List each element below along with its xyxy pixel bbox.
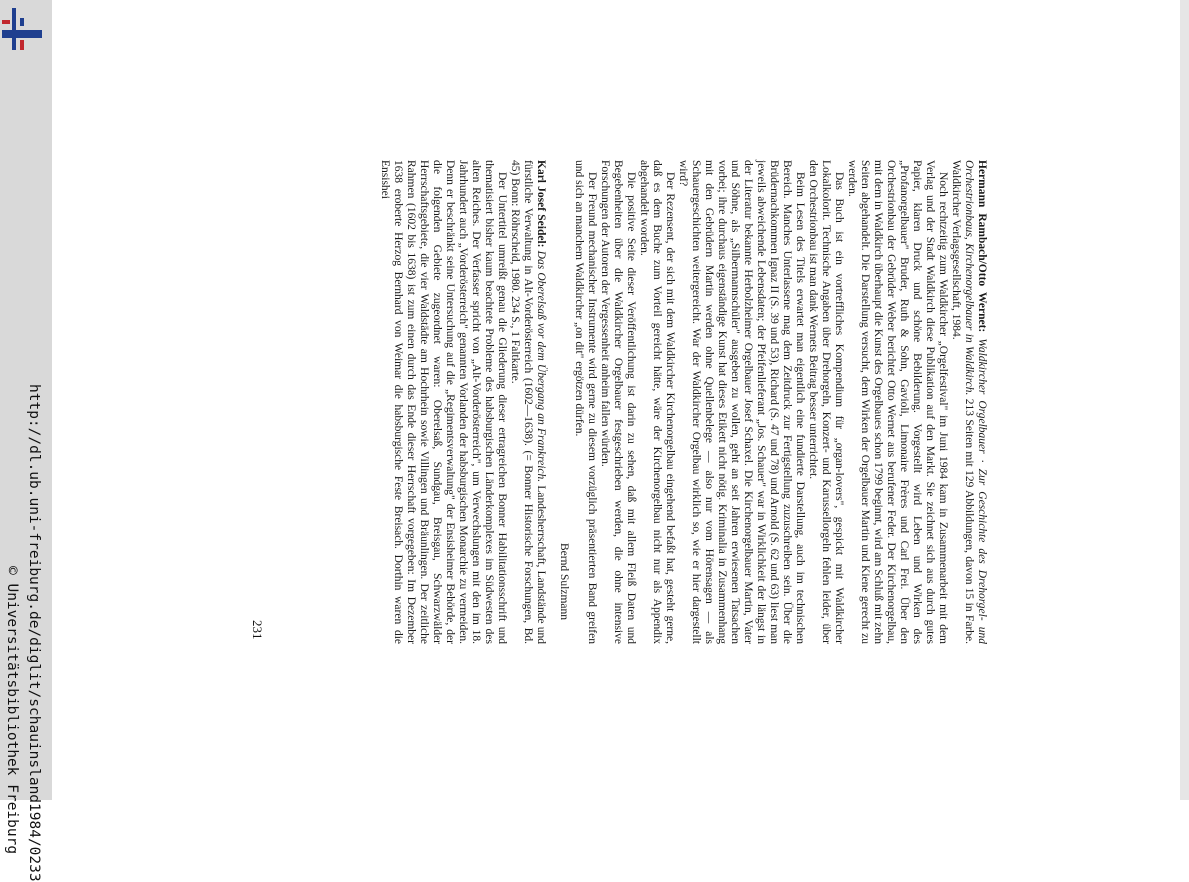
review-paragraph: Das Buch ist ein vortreffliches Kompendium für „organ-lovers", gespickt mit Waldkircher Lokalkolorit. Technische Angaben über Drehorgeln, Konzert- und Karussellorgeln fehlen leider, über den Orchestrionbau ist man dank Wernets Beitrag besser unterrichtet. — [807, 160, 845, 644]
review-signature: Bernd Sulzmann — [558, 543, 570, 620]
review-heading — [949, 160, 988, 644]
review-author: Karl Josef Seidel: — [535, 160, 547, 248]
review-title: Waldkircher Orgelbauer · Zur Geschichte des Drehorgel- und Orchestrionbaus, Kirchenorgelbauer in Waldkirch. — [963, 160, 988, 644]
copyright-notice: © Universitätsbibliothek Freiburg — [4, 566, 20, 855]
review-paragraph: Beim Lesen des Titels erwartet man eigentlich eine fundierte Darstellung, auch im technischen Bereich. Manches Unterlassene mag dem Zeitdruck zur Fertigstellung zuzuschreiben sein. Über die Brüdernachkommen Ignaz II (S. 39 und 53), Richard (S. 47 und 78) und Arnold (S. 62 und 63) liest man jeweils abweichende Lebensdaten; der Pfeifenlieferant „Jos. Schauer" war in Wirklichkeit der längst in der Literatur bekannte Herbolzheimer Orgelbauer Josef Schaxel. Die Kirchenorgelbauer Martin, Vater und Söhne, als „Silbermannschüler" ausgeben zu wollen, geht an seit Jahren erwiesenen Tatsachen vorbei; ihre durchaus eigenständige Kunst hat dieses Etikett nicht nötig. Kriminalia in Zusammenhang mit den Gebrüdern Martin werden ohne Quellenbelege — also nur vom Hörensagen — als Schauergeschichten weitergereicht. War der Waldkircher Orgelbau wirklich so, wie er hier dargestellt wird? — [677, 160, 806, 644]
review-biblio: Landesherrschaft, Landstände und fürstliche Verwaltung in Alt-Vorderösterreich (1602—1638). (= Bonner Historische Forschungen, Bd. 45) Bonn: Röhrscheid, 1980. 234 S., 1 Faltkarte. — [509, 160, 547, 645]
page-number: 231 — [250, 620, 265, 640]
page-edge — [1180, 0, 1189, 800]
review-author: Hermann Rambach/Otto Wernet: — [976, 160, 988, 333]
review-paragraph: Der Untertitel umreißt genau die Gliederung dieser ertragreichen Bonner Habilitationsschrift und thematisiert bisher kaum beachtete Probleme des habsburgischen Länderkomplexes im Südwesten des alten Reiches. Der Verfasser spricht von „Alt-Vorderösterreich", um Verwechslungen mit den im 18. Jahrhundert auch „Vorderösterreich" genannten Vorlanden der habsburgischen Monarchie zu vermeiden. Denn er beschränkt seine Untersuchung auf die „Regimentsverwaltung" der Ensisheimer Behörde, der die folgenden Gebiete zugeordnet waren: Oberelsaß, Sundgau, Breisgau, Schwarzwälder Herrschaftsgebiete, die vier Waldstädte am Hochrhein sowie Villingen und Bräunlingen. Der zeitliche Rahmen (1602 bis 1638) ist zum einen durch das Ende dieser Herrschaft vorgegeben: Im Dezember 1638 eroberte Herzog Bernhard von Weimar die habsburgische Feste Breisach. Dorthin waren die Ensishei — [379, 160, 508, 644]
review-paragraph: Die positive Seite dieser Veröffentlichung ist darin zu sehen, daß mit allem Fleiß Daten und Begebenheiten über die Waldkircher Orgelbauer festgeschrieben werden, die ohne intensive Forschungen der Autoren der Vergessenheit anheim fallen würden. — [599, 160, 637, 644]
review-title: Das Oberelsaß vor dem Übergang an Frankreich. — [535, 250, 547, 483]
page-text — [378, 160, 988, 644]
review-heading — [508, 160, 547, 644]
review-paragraph: Der Rezensent, der sich mit dem Waldkircher Kirchenorgelbau eingehend befaßt hat, gesteht gerne, daß es dem Buche zum Vorteil gereicht hätte, wäre der Kirchenorgelbau nicht nur als Appendix abgehandelt worden. — [638, 160, 676, 644]
ub-freiburg-logo — [2, 8, 44, 52]
review-paragraph: Noch rechtzeitig zum Waldkircher „Orgelfestival" im Juni 1984 kam in Zusammenarbeit mit dem Verlag und der Stadt Waldkirch diese Publikation auf den Markt. Sie zeichnet sich aus durch gutes Papier, klaren Druck und schöne Bebilderung. Vorgestellt wird Leben und Wirken des „Profanorgelbauer" Bruder, Ruth & Sohn, Gavioli, Limonaire Frères und Carl Frei. Über den Orchestrionbau der Gebrüder Weber berichtet Otto Wernet aus berufener Feder. Der Kirchenorgelbau, mit dem in Waldkirch überhaupt die Kunst des Orgelbaues schon 1799 beginnt, wird am Schluß mit zehn Seiten abgehandelt. Die Darstellung versucht, dem Wirken der Orgelbauer Martin und Kiene gerecht zu werden. — [846, 160, 949, 644]
review-biblio: 213 Seiten mit 129 Abbildungen, davon 15 in Farbe. Waldkircher Verlagsgesellschaft, 1984. — [950, 160, 975, 645]
document-url[interactable]: http://dl.ub.uni-freiburg.de/diglit/schauinsland1984/0233 — [26, 384, 42, 882]
review-paragraph: Der Freund mechanischer Instrumente wird gerne zu diesem vorzüglich präsentierten Band greifen und sich an manchem Waldkircher „on dit" ergötzen dürfen. — [573, 160, 598, 644]
viewer-margin — [0, 0, 52, 882]
